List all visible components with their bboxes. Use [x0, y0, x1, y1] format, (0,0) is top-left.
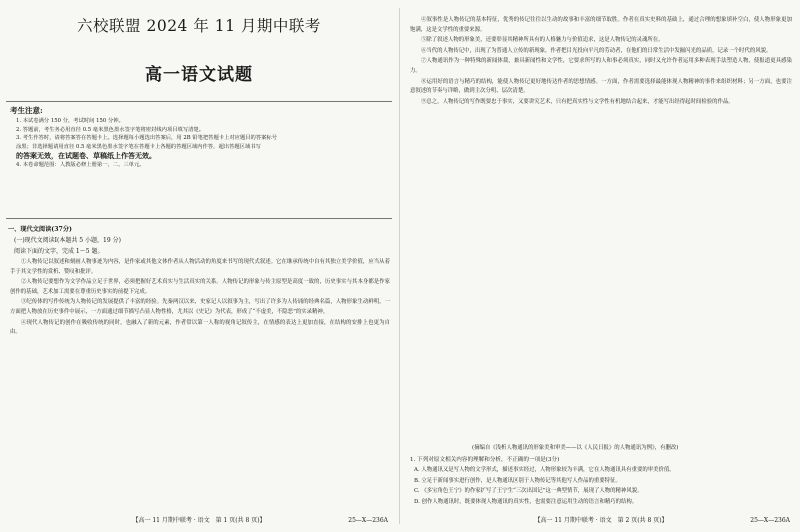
paragraph: ⑧运用好的语言与精巧的结构，能使人物传记更好地传达作者的思想情感。一方面，作者需要选择最能体现人物精神的事件来组织材料；另一方面，也要注意叙述的节奏与详略，做到主次分明、层次清楚。	[410, 78, 792, 95]
notice-item: 1. 本试卷满分 150 分，考试时间 150 分钟。	[16, 118, 124, 124]
paragraph: ⑦人物通讯作为一种特殊的新闻体裁，兼具新闻性和文学性，它要求所写的人和事必须真实，同时又允许作者运用多种表现手法塑造人物，使报道更具感染力。	[410, 58, 792, 74]
answer-options	[414, 465, 794, 507]
paragraph: ③纪传体的写作传统为人物传记的发展提供了丰富的经验。先秦两汉以来，史家记人以叙事为主，写出了许多为人传诵的经典名篇，人物形象生动鲜明，一方面把人物放在历史事件中展示，一方面通过细节描写凸显人物性格，尤其以《史记》为代表，形成了“不虚美，不隐恶”的实录精神。	[10, 299, 390, 315]
page-footer: 【高一 11 月期中联考 · 语文 第 2 页(共 8 页)】	[534, 517, 668, 524]
option-d: D. 创作人物通讯时，既要体现人物通讯的真实性，也需要注意运用生动的语言和精巧的结构。	[414, 498, 638, 505]
notice-item: 2. 答题前，考生务必用直径 0.5 毫米黑色墨水签字笔将密封线内项目填写清楚。	[16, 126, 205, 133]
question-title: 1. 下列对原文相关内容的理解和分析，不正确的一项是(3分)	[410, 457, 560, 463]
notice-list	[16, 117, 386, 170]
notice-heading: 考生注意:	[10, 106, 43, 115]
option-b: B. 立足于新闻事实进行创作，是人物通讯区别于人物传记等其他写人作品的重要特征。	[414, 477, 621, 484]
paragraph: ④叙事性是人物传记的基本特征，优秀的传记往往以生动的故事和丰富的细节取胜。作者在真实史料的基础上，通过合理的想象填补空白，使人物形象更加饱满，这是文学性的重要来源。	[410, 17, 792, 33]
paragraph: ⑤除了叙述人物的形象美，还要彰显其精神所具有的人格魅力与价值追求，这是人物传记的灵魂所在。	[421, 37, 664, 44]
reading-instruction: 阅读下面的文字，完成 1～5 题。	[14, 248, 104, 255]
subsection-heading: (一)现代文阅读Ⅰ(本题共 5 小题，19 分)	[14, 237, 121, 244]
page-divider	[399, 8, 400, 524]
notice-item: 涂黑；非选择题请用直径 0.5 毫米黑色墨水签字笔在答题卡上各题的答题区域内作答，超出答题区域书写	[16, 143, 261, 150]
notice-item-emphasis: 的答案无效，在试题卷、草稿纸上作答无效。	[16, 151, 156, 161]
source-citation: (摘编自《浅析人物通讯的形象美和审美——以《人民日报》的人物通讯为例》，有删改)	[472, 445, 679, 451]
section-heading: 一、现代文阅读(37分)	[8, 226, 72, 233]
footer-code: 25—X—236A	[750, 517, 790, 524]
exam-title: 六校联盟 2024 年 11 月期中联考	[77, 17, 321, 35]
option-a: A. 人物通讯又是写人物的文学形式，描述事实经过，人物形象较为丰满，它在人物通讯具有重要的审美价值。	[414, 467, 675, 473]
paragraph: ⑨总之，人物传记的写作既要忠于事实，又要讲究艺术，只有把真实性与文学性有机地结合起来，才能写出经得起时间检验的作品。	[421, 98, 734, 105]
paragraph: ④现代人物传记的创作在吸收传统的同时，也融入了新的元素，作者常以第一人称的视角记叙传主，在情感的表达上更加直接，在结构的安排上也更为自由。	[10, 319, 390, 336]
paragraph: ⑥当代的人物传记中，出现了为普通人立传的新现象，作者把目光投向平凡的劳动者，在他们的日常生活中发掘闪光的品质，记录一个时代的风貌。	[421, 47, 772, 54]
notice-box	[6, 101, 392, 219]
passage-right	[410, 16, 792, 436]
notice-item: 4. 本卷命题范围：人教版必修上册第一、二、三单元。	[16, 162, 145, 169]
footer-code: 25—X—236A	[348, 517, 388, 524]
page-footer: 【高一 11 月期中联考 · 语文 第 1 页(共 8 页)】	[132, 517, 266, 524]
subject-title: 高一语文试题	[145, 65, 253, 85]
notice-item: 3. 考生作答时，请将答案答在答题卡上。选择题每小题选出答案后，用 2B 铅笔把答题卡上对应题目的答案标号	[16, 135, 278, 142]
paragraph: ①人物传记以叙述和刻画人物事迹为内容，是作家或其他文体作者从人物活动的角度来书写的现代式叙述。它在继承传统中自有其独立美学价值，应当从着手于其文学性的赏析、赞叹和批评。	[10, 259, 390, 275]
passage-left	[10, 258, 390, 508]
right-page	[402, 0, 800, 532]
left-page	[0, 0, 398, 532]
option-c: C. 《多宝角色王宁》的作家扩写了王宁生“三次出国记”这一典型情节，展现了人物的精神风貌。	[414, 488, 643, 494]
paragraph: ②人物传记要想作为文学作品立足于世界，必须把握好艺术真实与生活真实的关系。人物传记的形象与传主原型是高度一致的，历史事实与其本身都是作家创作的基础，艺术加工需要在尊重历史事实的前提下完成。	[10, 279, 390, 295]
